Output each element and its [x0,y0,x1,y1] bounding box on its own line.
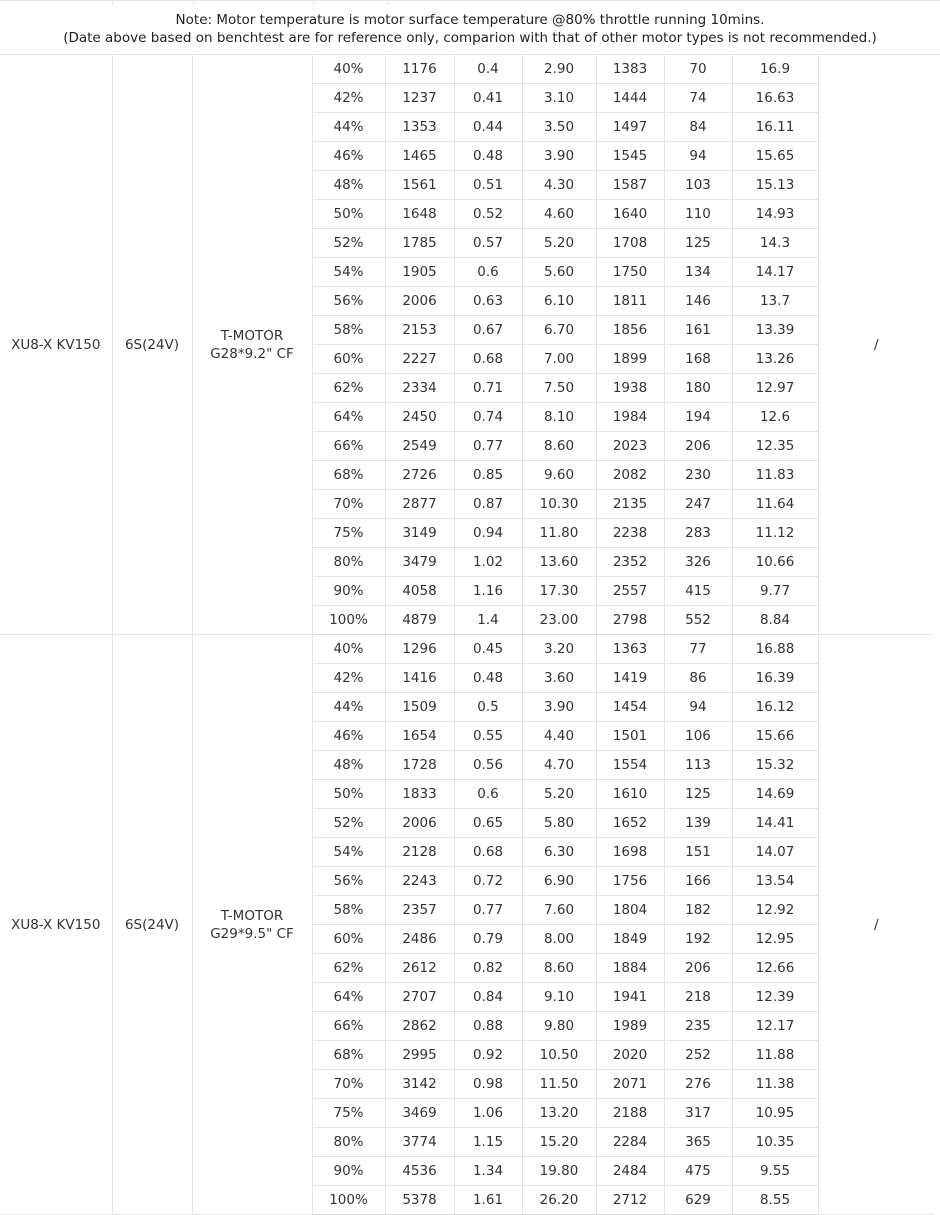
value-cell: 14.93 [732,200,818,229]
speed-cell: 2612 [385,954,454,983]
value-cell: 10.95 [732,1099,818,1128]
throttle-cell: 44% [312,693,385,722]
throttle-cell: 100% [312,1186,385,1215]
motor-model-cell: XU8-X KV150 [0,635,112,1215]
speed-cell: 1416 [385,664,454,693]
speed-cell: 3149 [385,519,454,548]
efficiency-cell: 84 [664,113,732,142]
power-cell: 5.80 [522,809,596,838]
current-cell: 0.92 [454,1041,522,1070]
power-cell: 15.20 [522,1128,596,1157]
value-cell: 14.07 [732,838,818,867]
efficiency-cell: 252 [664,1041,732,1070]
speed-cell: 2243 [385,867,454,896]
current-cell: 0.79 [454,925,522,954]
current-cell: 1.02 [454,548,522,577]
current-cell: 0.82 [454,954,522,983]
efficiency-cell: 182 [664,896,732,925]
thrust-cell: 2798 [596,606,664,635]
throttle-cell: 68% [312,1041,385,1070]
power-cell: 23.00 [522,606,596,635]
value-cell: 12.39 [732,983,818,1012]
throttle-cell: 58% [312,896,385,925]
thrust-cell: 1884 [596,954,664,983]
current-cell: 0.56 [454,751,522,780]
current-cell: 0.85 [454,461,522,490]
power-cell: 8.60 [522,954,596,983]
power-cell: 4.40 [522,722,596,751]
power-cell: 7.60 [522,896,596,925]
thrust-cell: 2352 [596,548,664,577]
value-cell: 9.55 [732,1157,818,1186]
throttle-cell: 90% [312,1157,385,1186]
value-cell: 12.6 [732,403,818,432]
thrust-cell: 2020 [596,1041,664,1070]
current-cell: 0.6 [454,780,522,809]
value-cell: 13.54 [732,867,818,896]
current-cell: 0.51 [454,171,522,200]
speed-cell: 1353 [385,113,454,142]
value-cell: 16.9 [732,55,818,84]
thrust-cell: 1640 [596,200,664,229]
throttle-cell: 56% [312,867,385,896]
power-cell: 13.60 [522,548,596,577]
value-cell: 15.32 [732,751,818,780]
thrust-cell: 1383 [596,55,664,84]
power-cell: 11.50 [522,1070,596,1099]
efficiency-cell: 206 [664,432,732,461]
value-cell: 10.35 [732,1128,818,1157]
thrust-cell: 1444 [596,84,664,113]
thrust-cell: 1849 [596,925,664,954]
thrust-cell: 2284 [596,1128,664,1157]
efficiency-cell: 180 [664,374,732,403]
thrust-cell: 1419 [596,664,664,693]
table-row [0,55,934,84]
value-cell: 9.77 [732,577,818,606]
motor-model-cell: XU8-X KV150 [0,55,112,635]
temperature-cell: / [818,635,934,1215]
power-cell: 5.60 [522,258,596,287]
power-cell: 3.20 [522,635,596,664]
speed-cell: 2486 [385,925,454,954]
thrust-cell: 2071 [596,1070,664,1099]
value-cell: 13.26 [732,345,818,374]
efficiency-cell: 629 [664,1186,732,1215]
current-cell: 0.67 [454,316,522,345]
speed-cell: 1509 [385,693,454,722]
speed-cell: 2995 [385,1041,454,1070]
value-cell: 13.39 [732,316,818,345]
throttle-cell: 58% [312,316,385,345]
value-cell: 14.17 [732,258,818,287]
efficiency-cell: 70 [664,55,732,84]
propeller-brand: T-MOTOR [220,327,284,344]
throttle-cell: 54% [312,838,385,867]
value-cell: 12.95 [732,925,818,954]
thrust-cell: 1698 [596,838,664,867]
efficiency-cell: 74 [664,84,732,113]
throttle-cell: 64% [312,983,385,1012]
efficiency-cell: 475 [664,1157,732,1186]
value-cell: 15.13 [732,171,818,200]
speed-cell: 1833 [385,780,454,809]
thrust-cell: 1554 [596,751,664,780]
value-cell: 11.38 [732,1070,818,1099]
speed-cell: 1561 [385,171,454,200]
current-cell: 1.61 [454,1186,522,1215]
speed-cell: 2450 [385,403,454,432]
speed-cell: 2227 [385,345,454,374]
current-cell: 1.4 [454,606,522,635]
value-cell: 16.63 [732,84,818,113]
throttle-cell: 52% [312,809,385,838]
value-cell: 12.97 [732,374,818,403]
power-cell: 8.60 [522,432,596,461]
efficiency-cell: 94 [664,142,732,171]
value-cell: 11.88 [732,1041,818,1070]
temperature-cell: / [818,55,934,635]
speed-cell: 3469 [385,1099,454,1128]
speed-cell: 2006 [385,287,454,316]
power-cell: 26.20 [522,1186,596,1215]
efficiency-cell: 77 [664,635,732,664]
efficiency-cell: 317 [664,1099,732,1128]
thrust-cell: 1497 [596,113,664,142]
power-cell: 4.30 [522,171,596,200]
throttle-cell: 75% [312,1099,385,1128]
speed-cell: 2006 [385,809,454,838]
current-cell: 0.68 [454,345,522,374]
throttle-cell: 40% [312,635,385,664]
power-cell: 3.60 [522,664,596,693]
thrust-cell: 1750 [596,258,664,287]
efficiency-cell: 103 [664,171,732,200]
throttle-cell: 66% [312,1012,385,1041]
speed-cell: 2153 [385,316,454,345]
speed-cell: 4058 [385,577,454,606]
efficiency-cell: 134 [664,258,732,287]
value-cell: 12.17 [732,1012,818,1041]
value-cell: 8.55 [732,1186,818,1215]
power-cell: 6.70 [522,316,596,345]
voltage-cell: 6S(24V) [112,55,192,635]
current-cell: 0.44 [454,113,522,142]
efficiency-cell: 247 [664,490,732,519]
thrust-cell: 1804 [596,896,664,925]
thrust-cell: 2082 [596,461,664,490]
value-cell: 10.66 [732,548,818,577]
thrust-cell: 1856 [596,316,664,345]
table-row [0,635,934,664]
current-cell: 0.68 [454,838,522,867]
speed-cell: 2707 [385,983,454,1012]
current-cell: 0.55 [454,722,522,751]
current-cell: 0.87 [454,490,522,519]
efficiency-cell: 113 [664,751,732,780]
power-cell: 2.90 [522,55,596,84]
efficiency-cell: 235 [664,1012,732,1041]
speed-cell: 1237 [385,84,454,113]
value-cell: 12.92 [732,896,818,925]
speed-cell: 4879 [385,606,454,635]
power-cell: 8.10 [522,403,596,432]
current-cell: 0.72 [454,867,522,896]
value-cell: 12.66 [732,954,818,983]
throttle-cell: 48% [312,751,385,780]
thrust-cell: 1610 [596,780,664,809]
thrust-cell: 1363 [596,635,664,664]
value-cell: 14.69 [732,780,818,809]
power-cell: 8.00 [522,925,596,954]
current-cell: 0.6 [454,258,522,287]
thrust-cell: 2557 [596,577,664,606]
value-cell: 16.11 [732,113,818,142]
power-cell: 3.90 [522,693,596,722]
efficiency-cell: 146 [664,287,732,316]
speed-cell: 2726 [385,461,454,490]
thrust-cell: 1454 [596,693,664,722]
voltage-cell: 6S(24V) [112,635,192,1215]
throttle-cell: 42% [312,84,385,113]
value-cell: 15.66 [732,722,818,751]
thrust-cell: 2484 [596,1157,664,1186]
speed-cell: 2549 [385,432,454,461]
value-cell: 11.12 [732,519,818,548]
power-cell: 9.10 [522,983,596,1012]
current-cell: 0.63 [454,287,522,316]
power-cell: 6.90 [522,867,596,896]
thrust-cell: 2023 [596,432,664,461]
motor-test-data-table [0,55,934,1215]
throttle-cell: 68% [312,461,385,490]
efficiency-cell: 276 [664,1070,732,1099]
current-cell: 0.57 [454,229,522,258]
value-cell: 16.12 [732,693,818,722]
efficiency-cell: 552 [664,606,732,635]
value-cell: 15.65 [732,142,818,171]
power-cell: 6.10 [522,287,596,316]
efficiency-cell: 125 [664,780,732,809]
efficiency-cell: 110 [664,200,732,229]
thrust-cell: 2238 [596,519,664,548]
throttle-cell: 60% [312,345,385,374]
speed-cell: 3479 [385,548,454,577]
efficiency-cell: 161 [664,316,732,345]
power-cell: 3.10 [522,84,596,113]
throttle-cell: 52% [312,229,385,258]
speed-cell: 1785 [385,229,454,258]
current-cell: 0.45 [454,635,522,664]
current-cell: 0.98 [454,1070,522,1099]
speed-cell: 1465 [385,142,454,171]
thrust-cell: 1652 [596,809,664,838]
current-cell: 0.74 [454,403,522,432]
power-cell: 10.30 [522,490,596,519]
current-cell: 0.77 [454,432,522,461]
efficiency-cell: 218 [664,983,732,1012]
speed-cell: 3774 [385,1128,454,1157]
thrust-cell: 1938 [596,374,664,403]
power-cell: 7.00 [522,345,596,374]
efficiency-cell: 192 [664,925,732,954]
current-cell: 0.48 [454,664,522,693]
value-cell: 13.7 [732,287,818,316]
throttle-cell: 46% [312,142,385,171]
current-cell: 0.88 [454,1012,522,1041]
current-cell: 1.34 [454,1157,522,1186]
speed-cell: 5378 [385,1186,454,1215]
throttle-cell: 62% [312,374,385,403]
value-cell: 8.84 [732,606,818,635]
power-cell: 7.50 [522,374,596,403]
throttle-cell: 90% [312,577,385,606]
throttle-cell: 44% [312,113,385,142]
power-cell: 5.20 [522,780,596,809]
current-cell: 1.15 [454,1128,522,1157]
throttle-cell: 42% [312,664,385,693]
current-cell: 0.41 [454,84,522,113]
efficiency-cell: 365 [664,1128,732,1157]
thrust-cell: 1989 [596,1012,664,1041]
thrust-cell: 1501 [596,722,664,751]
efficiency-cell: 94 [664,693,732,722]
power-cell: 13.20 [522,1099,596,1128]
efficiency-cell: 168 [664,345,732,374]
throttle-cell: 56% [312,287,385,316]
power-cell: 4.60 [522,200,596,229]
speed-cell: 3142 [385,1070,454,1099]
current-cell: 1.16 [454,577,522,606]
throttle-cell: 50% [312,780,385,809]
speed-cell: 2357 [385,896,454,925]
throttle-cell: 40% [312,55,385,84]
thrust-cell: 2188 [596,1099,664,1128]
value-cell: 16.39 [732,664,818,693]
speed-cell: 2877 [385,490,454,519]
throttle-cell: 66% [312,432,385,461]
speed-cell: 2128 [385,838,454,867]
efficiency-cell: 86 [664,664,732,693]
efficiency-cell: 139 [664,809,732,838]
efficiency-cell: 194 [664,403,732,432]
throttle-cell: 80% [312,548,385,577]
power-cell: 3.50 [522,113,596,142]
thrust-cell: 1984 [596,403,664,432]
test-note [0,4,940,55]
note-line-1: Note: Motor temperature is motor surface temperature @80% throttle running 10mins. [175,12,765,28]
efficiency-cell: 230 [664,461,732,490]
value-cell: 11.64 [732,490,818,519]
throttle-cell: 70% [312,1070,385,1099]
propeller-cell [192,55,312,635]
speed-cell: 4536 [385,1157,454,1186]
throttle-cell: 48% [312,171,385,200]
throttle-cell: 60% [312,925,385,954]
thrust-cell: 1899 [596,345,664,374]
throttle-cell: 75% [312,519,385,548]
speed-cell: 1654 [385,722,454,751]
current-cell: 0.65 [454,809,522,838]
value-cell: 11.83 [732,461,818,490]
efficiency-cell: 206 [664,954,732,983]
throttle-cell: 70% [312,490,385,519]
power-cell: 5.20 [522,229,596,258]
thrust-cell: 2712 [596,1186,664,1215]
current-cell: 0.5 [454,693,522,722]
table-body [0,55,934,1215]
current-cell: 0.48 [454,142,522,171]
efficiency-cell: 283 [664,519,732,548]
thrust-cell: 1941 [596,983,664,1012]
power-cell: 3.90 [522,142,596,171]
thrust-cell: 1811 [596,287,664,316]
thrust-cell: 1756 [596,867,664,896]
current-cell: 0.4 [454,55,522,84]
current-cell: 1.06 [454,1099,522,1128]
throttle-cell: 62% [312,954,385,983]
speed-cell: 1296 [385,635,454,664]
efficiency-cell: 106 [664,722,732,751]
thrust-cell: 1545 [596,142,664,171]
efficiency-cell: 326 [664,548,732,577]
thrust-cell: 2135 [596,490,664,519]
current-cell: 0.71 [454,374,522,403]
note-line-2: (Date above based on benchtest are for reference only, comparion with that of other motor types is not recommended.) [63,30,877,46]
efficiency-cell: 151 [664,838,732,867]
power-cell: 11.80 [522,519,596,548]
speed-cell: 1648 [385,200,454,229]
power-cell: 9.60 [522,461,596,490]
efficiency-cell: 415 [664,577,732,606]
power-cell: 4.70 [522,751,596,780]
value-cell: 14.3 [732,229,818,258]
current-cell: 0.94 [454,519,522,548]
throttle-cell: 46% [312,722,385,751]
current-cell: 0.84 [454,983,522,1012]
speed-cell: 1728 [385,751,454,780]
power-cell: 10.50 [522,1041,596,1070]
speed-cell: 1905 [385,258,454,287]
thrust-cell: 1708 [596,229,664,258]
throttle-cell: 50% [312,200,385,229]
value-cell: 12.35 [732,432,818,461]
speed-cell: 1176 [385,55,454,84]
propeller-model: G29*9.5" CF [210,925,294,942]
throttle-cell: 54% [312,258,385,287]
thrust-cell: 1587 [596,171,664,200]
propeller-brand: T-MOTOR [220,907,284,924]
speed-cell: 2862 [385,1012,454,1041]
efficiency-cell: 166 [664,867,732,896]
propeller-cell [192,635,312,1215]
throttle-cell: 64% [312,403,385,432]
efficiency-cell: 125 [664,229,732,258]
value-cell: 14.41 [732,809,818,838]
current-cell: 0.52 [454,200,522,229]
propeller-model: G28*9.2" CF [210,345,294,362]
current-cell: 0.77 [454,896,522,925]
power-cell: 9.80 [522,1012,596,1041]
throttle-cell: 100% [312,606,385,635]
throttle-cell: 80% [312,1128,385,1157]
speed-cell: 2334 [385,374,454,403]
power-cell: 17.30 [522,577,596,606]
power-cell: 6.30 [522,838,596,867]
value-cell: 16.88 [732,635,818,664]
power-cell: 19.80 [522,1157,596,1186]
